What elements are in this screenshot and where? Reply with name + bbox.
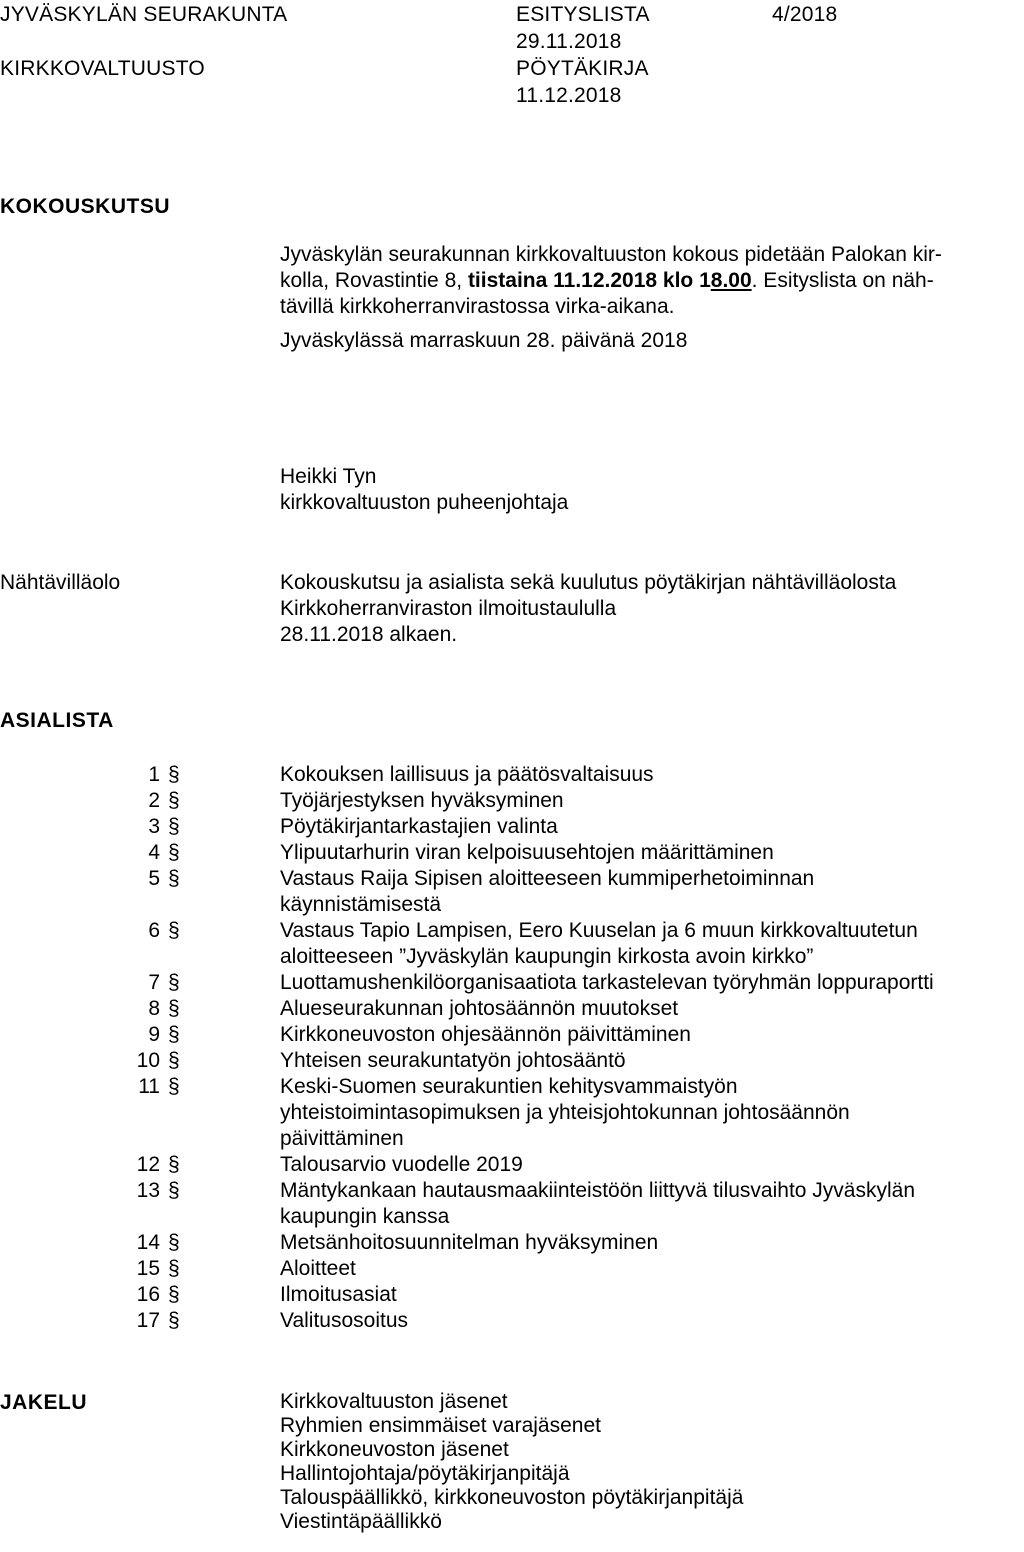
agenda-item — [0, 866, 1024, 892]
agenda-date: 29.11.2018 — [516, 30, 622, 53]
agenda-item — [0, 814, 1024, 840]
section-sign: § — [168, 1283, 180, 1306]
agenda-item-number: 5 — [148, 867, 160, 890]
agenda-item-title: Keski-Suomen seurakuntien kehitysvammaistyön — [280, 1075, 738, 1098]
agenda-item — [0, 1048, 1024, 1074]
agenda-item — [0, 1152, 1024, 1178]
section-sign: § — [168, 763, 180, 786]
display-label: Nähtävilläolo — [0, 571, 121, 594]
section-sign: § — [168, 971, 180, 994]
organization-name: JYVÄSKYLÄN SEURAKUNTA — [0, 3, 288, 26]
agenda-item-title: Työjärjestyksen hyväksyminen — [280, 789, 564, 812]
agenda-item-title: aloitteeseen ”Jyväskylän kaupungin kirkosta avoin kirkko” — [280, 945, 814, 968]
agenda-item-continuation — [0, 944, 1024, 970]
agenda-item-title: Ilmoitusasiat — [280, 1283, 397, 1306]
invitation-line-2 — [280, 268, 942, 294]
agenda-item-number: 17 — [136, 1309, 160, 1332]
agenda-item — [0, 1022, 1024, 1048]
section-sign: § — [168, 815, 180, 838]
agenda-item-title: Aloitteet — [280, 1257, 356, 1280]
agenda-item-number: 10 — [136, 1049, 160, 1072]
section-sign: § — [168, 867, 180, 890]
agenda-item-title: Vastaus Raija Sipisen aloitteeseen kummiperhetoiminnan — [280, 867, 815, 890]
distribution-recipient: Ryhmien ensimmäiset varajäsenet — [280, 1414, 601, 1437]
agenda-item — [0, 1308, 1024, 1334]
display-text — [280, 570, 896, 648]
section-sign: § — [168, 1049, 180, 1072]
agenda-item-number: 11 — [138, 1075, 160, 1098]
invitation-heading: KOKOUSKUTSU — [0, 195, 171, 218]
invitation-location: kolla, Rovastintie 8, — [280, 269, 468, 292]
agenda-item — [0, 1074, 1024, 1100]
distribution-recipient: Hallintojohtaja/pöytäkirjanpitäjä — [280, 1462, 570, 1485]
section-sign: § — [168, 1023, 180, 1046]
agenda-item — [0, 788, 1024, 814]
section-sign: § — [168, 997, 180, 1020]
agenda-item-title: Alueseurakunnan johtosäännön muutokset — [280, 997, 679, 1020]
agenda-item-title: Luottamushenkilöorganisaatiota tarkastelevan työryhmän loppuraportti — [280, 971, 934, 994]
agenda-item — [0, 918, 1024, 944]
agenda-item-number: 9 — [148, 1023, 160, 1046]
section-sign: § — [168, 1153, 180, 1176]
invitation-line-3: tävillä kirkkoherranvirastossa virka-aikana. — [280, 295, 675, 318]
agenda-item-number: 3 — [148, 815, 160, 838]
agenda-item-number: 4 — [148, 841, 160, 864]
agenda-item-number: 16 — [136, 1283, 160, 1306]
section-sign: § — [168, 1309, 180, 1332]
agenda-item-title: kaupungin kanssa — [280, 1205, 450, 1228]
agenda-item — [0, 762, 1024, 788]
distribution-recipient: Kirkkovaltuuston jäsenet — [280, 1390, 508, 1413]
agenda-item — [0, 996, 1024, 1022]
agenda-heading: ASIALISTA — [0, 709, 114, 732]
distribution-heading: JAKELU — [0, 1391, 88, 1414]
distribution-recipient: Kirkkoneuvoston jäsenet — [280, 1438, 509, 1461]
distribution-list — [280, 1390, 743, 1534]
agenda-item-title: Pöytäkirjantarkastajien valinta — [280, 815, 558, 838]
section-sign: § — [168, 1179, 180, 1202]
distribution-recipient: Talouspäällikkö, kirkkoneuvoston pöytäkirjanpitäjä — [280, 1486, 744, 1509]
invitation-text — [280, 242, 942, 320]
invitation-line-1: Jyväskylän seurakunnan kirkkovaltuuston kokous pidetään Palokan kir- — [280, 243, 942, 266]
invitation-date-time: tiistaina 11.12.2018 klo 18.00 — [467, 269, 752, 292]
agenda-item-title: Valitusosoitus — [280, 1309, 409, 1332]
agenda-item-title: Yhteisen seurakuntatyön johtosääntö — [280, 1049, 626, 1072]
council-name: KIRKKOVALTUUSTO — [0, 57, 205, 80]
agenda-item — [0, 1282, 1024, 1308]
invitation-time-underlined: 8.00 — [710, 269, 752, 292]
agenda-item-number: 7 — [148, 971, 160, 994]
agenda-item-number: 1 — [148, 763, 160, 786]
agenda-item-number: 14 — [136, 1231, 160, 1254]
distribution-recipient: Viestintäpäällikkö — [280, 1510, 442, 1533]
place-and-date: Jyväskylässä marraskuun 28. päivänä 2018 — [280, 329, 688, 352]
agenda-item-title: Mäntykankaan hautausmaakiinteistöön liittyvä tilusvaihto Jyväskylän — [280, 1179, 915, 1202]
agenda-item-continuation — [0, 1204, 1024, 1230]
display-line-2: Kirkkoherranviraston ilmoitustaululla — [280, 597, 617, 620]
agenda-item — [0, 1230, 1024, 1256]
agenda-item-title: Metsänhoitosuunnitelman hyväksyminen — [280, 1231, 659, 1254]
agenda-item-title: Kokouksen laillisuus ja päätösvaltaisuus — [280, 763, 654, 786]
agenda-item-number: 6 — [148, 919, 160, 942]
display-line-1: Kokouskutsu ja asialista sekä kuulutus pöytäkirjan nähtävilläolosta — [280, 571, 897, 594]
section-sign: § — [168, 789, 180, 812]
agenda-item-continuation — [0, 1100, 1024, 1126]
agenda-item-continuation — [0, 892, 1024, 918]
agenda-item-title: yhteistoimintasopimuksen ja yhteisjohtokunnan johtosäännön — [280, 1101, 850, 1124]
doc-type-agenda: ESITYSLISTA — [516, 3, 650, 26]
agenda-item-title: Talousarvio vuodelle 2019 — [280, 1153, 523, 1176]
document-number: 4/2018 — [772, 3, 838, 26]
agenda-item-number: 12 — [136, 1153, 160, 1176]
agenda-item — [0, 1256, 1024, 1282]
minutes-date: 11.12.2018 — [516, 84, 622, 107]
agenda-item-number: 2 — [148, 789, 160, 812]
section-sign: § — [168, 1075, 180, 1098]
agenda-item-title: Ylipuutarhurin viran kelpoisuusehtojen määrittäminen — [280, 841, 774, 864]
agenda-item-title: päivittäminen — [280, 1127, 404, 1150]
agenda-item-title: käynnistämisestä — [280, 893, 442, 916]
agenda-item-number: 13 — [136, 1179, 160, 1202]
agenda-item — [0, 1178, 1024, 1204]
display-line-3: 28.11.2018 alkaen. — [280, 623, 458, 646]
section-sign: § — [168, 1231, 180, 1254]
section-sign: § — [168, 919, 180, 942]
agenda-item-continuation — [0, 1126, 1024, 1152]
agenda-item-number: 15 — [136, 1257, 160, 1280]
doc-type-minutes: PÖYTÄKIRJA — [516, 57, 649, 80]
agenda-list — [0, 762, 1024, 1334]
invitation-agenda-note: . Esityslista on näh- — [751, 269, 934, 292]
agenda-item — [0, 970, 1024, 996]
signer-title: kirkkovaltuuston puheenjohtaja — [280, 491, 569, 514]
section-sign: § — [168, 841, 180, 864]
agenda-item-number: 8 — [148, 997, 160, 1020]
section-sign: § — [168, 1257, 180, 1280]
agenda-item-title: Vastaus Tapio Lampisen, Eero Kuuselan ja 6 muun kirkkovaltuutetun — [280, 919, 918, 942]
signer-name: Heikki Tyn — [280, 465, 377, 488]
agenda-item — [0, 840, 1024, 866]
agenda-item-title: Kirkkoneuvoston ohjesäännön päivittäminen — [280, 1023, 691, 1046]
